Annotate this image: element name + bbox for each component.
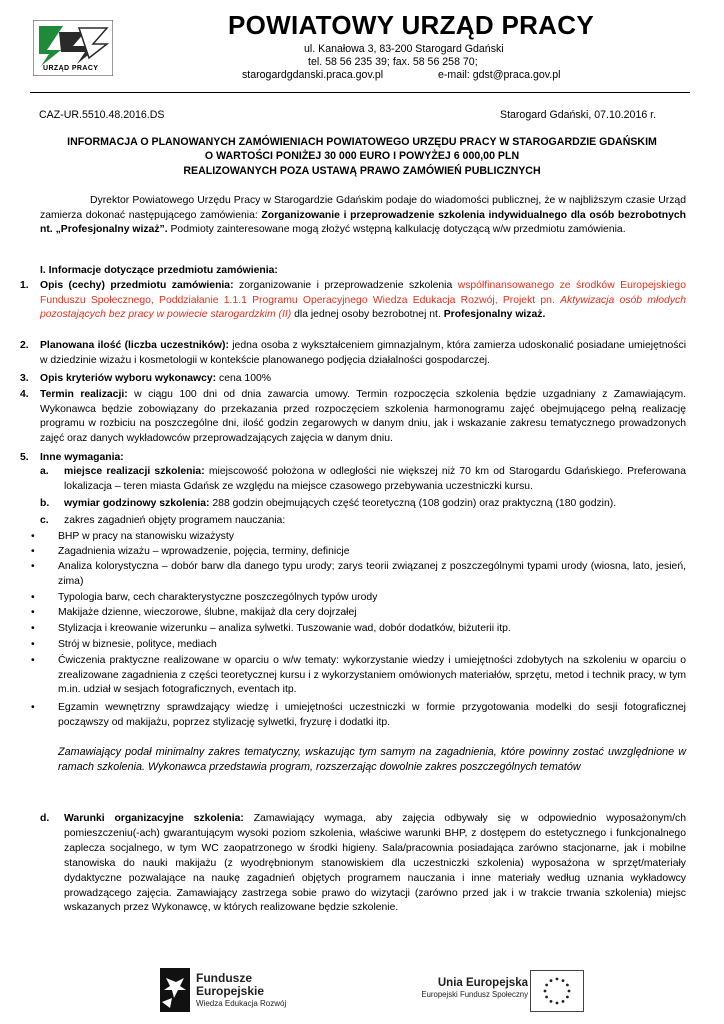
place-date: Starogard Gdański, 07.10.2016 r. (500, 109, 657, 121)
fe-star-icon (160, 968, 190, 1012)
ue-line-1: Unia Europejska (437, 977, 528, 989)
bullet-dot: • (31, 623, 35, 634)
bullet-dot: • (31, 607, 35, 618)
logo-text: URZĄD PRACY (43, 65, 99, 72)
intro-subject: Zorganizowanie i przeprowadzenie szkolenia indywidualnego dla osób bezrobotnych nt. „Profesjonalny wizaż”. (40, 209, 686, 236)
title-line-3: REALIZOWANYCH POZA USTAWĄ PRAWO ZAMÓWIEŃ PUBLICZNYCH (183, 164, 541, 177)
sub-d-letter: d. (40, 813, 50, 824)
sub-a (64, 465, 686, 494)
sub-a-text: miejscowość położona w odległości nie większej niż 70 km od Starogardu Gdańskiego. Preferowana lokalizacja – teren miasta Gdańsk ze względu na miejsce czasowego przebywania uczestniczki kursu. (64, 466, 686, 492)
list-item: Strój w biznesie, polityce, mediach (58, 639, 217, 650)
list-item: Stylizacja i kreowanie wizerunku – analiza sylwetki. Tuszowanie wad, dobór dodatków, biżuterii itp. (58, 623, 511, 634)
sub-b-letter: b. (40, 498, 50, 509)
sub-c-text: zakres zagadnień objęty programem nauczania: (64, 515, 286, 526)
sub-d (64, 812, 686, 916)
document-title (40, 135, 684, 178)
item-1-funding: współfinansowanego ze środków Europejskiego Funduszu Społecznego, Poddziałanie 1.1.1 Programu Operacyjnego Wiedza Edukacja Rozwój, Projekt pn. (40, 280, 686, 306)
item-1 (40, 279, 686, 323)
bullet-dot: • (31, 592, 35, 603)
item-4-number: 4. (20, 389, 29, 400)
eu-stars-icon (531, 971, 583, 1011)
list-item: Ćwiczenia praktyczne realizowane w oparciu o w/w tematy: wykorzystanie wiedzy i umiejętności zdobytych na szkoleniu w oparciu o zrealizowane zagadnienia z części teoretycznej kursu i z wykorzystaniem omówionych materiałów, sprzętu, metod i technik pracy, w tym m.in. udział w sesjach fotograficznych, eventach itp. (58, 655, 686, 696)
bullet-dot: • (31, 531, 35, 542)
header-divider (30, 92, 690, 93)
fundusze-europejskie-logo (160, 968, 300, 1014)
sub-d-label: Warunki organizacyjne szkolenia: (64, 813, 244, 824)
org-website[interactable]: starogardgdanski.praca.gov.pl (242, 69, 384, 81)
document-ref: CAZ-UR.5510.48.2016.DS (39, 109, 165, 121)
eu-flag (530, 970, 584, 1012)
bullet-dot: • (31, 655, 35, 666)
item-1-project: Aktywizacja osób młodych pozostających bez pracy w powiecie starogardzkim (II) (40, 294, 686, 321)
pup-logo (33, 20, 113, 76)
bullet-dot: • (31, 561, 35, 572)
item-1-number: 1. (20, 280, 29, 291)
title-line-1: INFORMACJA O PLANOWANYCH ZAMÓWIENIACH POWIATOWEGO URZĘDU PRACY W STAROGARDZIE GDAŃSKIM (67, 136, 657, 148)
item-4-label: Termin realizacji: (40, 389, 128, 400)
sub-b-text: 288 godzin obejmujących część teoretyczną (108 godzin) oraz praktyczną (180 godzin). (209, 498, 617, 509)
ue-text (384, 976, 528, 1000)
item-1-topic: Profesjonalny wizaż. (443, 309, 546, 321)
intro-paragraph (40, 194, 686, 238)
fe-line-1: Fundusze (196, 971, 252, 985)
list-item: Zagadnienia wizażu – wprowadzenie, pojęcia, terminy, definicje (58, 546, 350, 557)
intro-text: Dyrektor Powiatowego Urzędu Pracy w Starogardzie Gdańskim podaje do wiadomości publicznej, że w najbliższym czasie Urząd zamierza dokonać następującego zamówienia: (40, 195, 686, 221)
list-item: Analiza kolorystyczna – dobór barw dla danego typu urody; zarys teorii związanej z poszczególnymi typami urody (wiosna, lato, jesień, zima) (58, 561, 686, 587)
list-item: Egzamin wewnętrzny sprawdzający wiedzę i umiejętności uczestniczki w formie przygotowania modelki do sesji fotograficznej począwszy od makijażu, poprzez stylizację sylwetki, fryzurę i dodatki itp. (58, 702, 686, 728)
sub-d-text: Zamawiający wymaga, aby zajęcia odbywały się w odpowiednio wyposażonym/ch pomieszczeniu(-ach) gwarantującym wysoki poziom szkolenia, właściwe warunki BHP, z dostępem do estetycznego i funkcjonalnego zaplecza socjalnego, w tym WC zaopatrzonego w środki higieny. Sala/pracownia posiadająca zarówno stacjonarne, jak i mobilne stanowiska do nauki makijażu (z wyodrębnionym stanowiskiem dla uczestniczki szkolenia) wyposażona w sprzęt/materiały dydaktyczne pozwalające na naukę zagadnień objętych programem nauczania i inne materiały według uznania wykładowcy prowadzącego zajęcia. Zamawiający zastrzega sobie prawo do wizytacji (zarówno przed jak i w trakcie trwania szkolenia) miejsc wskazanych przez Wykonawcę, w których realizowane będzie szkolenie. (64, 813, 687, 914)
org-name: POWIATOWY URZĄD PRACY (228, 10, 594, 40)
sub-b (64, 497, 686, 512)
item-3 (40, 372, 686, 387)
bullet-dot: • (31, 702, 35, 713)
item-3-number: 3. (20, 373, 29, 384)
item-2 (40, 339, 686, 368)
item-4-text: w ciągu 100 dni od dnia zawarcia umowy. Termin rozpoczęcia szkolenia będzie uzgadniany z Zamawiającym. Wykonawca będzie zobowiązany do przekazania przed rozpoczęciem szkolenia harmonogramu zajęć obejmującego pełną realizację programu w rozbiciu na poszczególne dni, ilość godzin zegarowych w danym dniu, jak i wskazanie zakresu tematycznego prowadzonych zajęć oraz danych wykładowców przeprowadzających zajęcia w danym dniu. (40, 389, 687, 444)
list-item: BHP w pracy na stanowisku wizażysty (58, 531, 234, 542)
item-2-label: Planowana ilość (liczba uczestników): (40, 340, 229, 351)
intro-text-end: Podmioty zainteresowane mogą złożyć wstępną kalkulację dotyczącą w/w przedmiotu zamówienia. (167, 224, 626, 236)
item-2-number: 2. (20, 340, 29, 351)
item-3-label: Opis kryteriów wyboru wykonawcy: (40, 373, 217, 384)
fe-line-3: Wiedza Edukacja Rozwój (196, 999, 287, 1008)
bullet-dot: • (31, 639, 35, 650)
item-1-text: zorganizowanie i przeprowadzenie szkolenia (233, 280, 458, 291)
section-heading: I. Informacje dotyczące przedmiotu zamówienia: (40, 265, 278, 276)
item-1-label: Opis (cechy) przedmiotu zamówienia: (40, 280, 234, 291)
item-4 (40, 388, 686, 446)
bullet-dot: • (31, 546, 35, 557)
sub-c-letter: c. (40, 515, 49, 526)
italic-note: Zamawiający podał minimalny zakres tematyczny, wskazując tym samym na zagadnienia, które powinny zostać uwzględnione w ramach szkolenia. Wykonawca przedstawia program, rozszerzając dowolnie zakres poszczególnych tematów (58, 746, 686, 773)
org-phone-fax: tel. 58 56 235 39; fax. 58 56 258 70; (308, 56, 478, 68)
ue-line-2: Europejski Fundusz Społeczny (421, 990, 528, 999)
fe-line-2: Europejskie (196, 984, 265, 998)
item-2-text: jedna osoba z wykształceniem gimnazjalnym, która zamierza udoskonalić posiadane umiejętności w dziedzinie wizażu i kosmetologii w kontekście planowanego podjęcia działalności gospodarczej. (40, 340, 686, 366)
item-1-text-2: dla jednej osoby bezrobotnej nt. (291, 309, 444, 321)
list-item: Typologia barw, cech charakterystyczne poszczególnych typów urody (58, 592, 378, 603)
item-5-label: Inne wymagania: (40, 452, 124, 463)
org-email[interactable]: e-mail: gdst@praca.gov.pl (438, 69, 561, 81)
sub-a-letter: a. (40, 466, 49, 477)
list-item: Makijaże dzienne, wieczorowe, ślubne, makijaż dla cery dojrzałej (58, 607, 357, 618)
sub-b-label: wymiar godzinowy szkolenia: (64, 498, 210, 509)
sub-a-label: miejsce realizacji szkolenia: (64, 466, 205, 477)
title-line-2: O WARTOŚCI PONIŻEJ 30 000 EURO I POWYŻEJ 6 000,00 PLN (204, 150, 520, 163)
org-address: ul. Kanałowa 3, 83-200 Starogard Gdański (304, 43, 504, 55)
item-5-number: 5. (20, 452, 29, 463)
item-3-text: cena 100% (216, 373, 272, 384)
